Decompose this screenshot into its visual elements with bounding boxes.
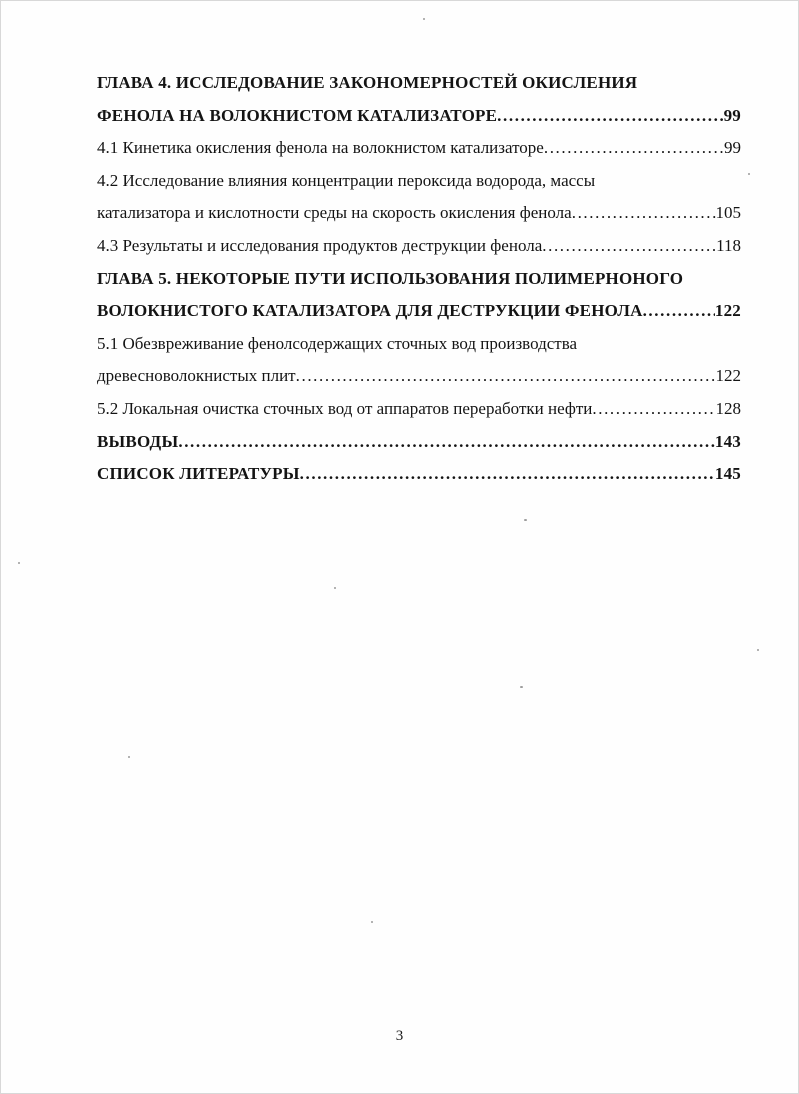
dot-leader — [178, 426, 715, 459]
toc-entry-title: ВЫВОДЫ — [97, 431, 179, 451]
scan-speck — [423, 18, 425, 20]
scan-speck — [757, 649, 759, 651]
dot-leader — [643, 295, 715, 328]
toc-entry — [97, 132, 741, 165]
toc-entry-line: ГЛАВА 5. НЕКОТОРЫЕ ПУТИ ИСПОЛЬЗОВАНИЯ ПОЛИМЕРНОНОГО — [97, 268, 684, 288]
toc-entry-lastline — [97, 230, 741, 263]
toc-entry-page-number: 99 — [724, 138, 741, 158]
toc-entry — [97, 328, 741, 393]
toc-entry — [97, 263, 741, 328]
toc-entry — [97, 458, 741, 491]
toc-entry-lastline — [97, 197, 741, 230]
toc-entry-title: древесноволокнистых плит — [97, 366, 296, 386]
toc-entry-lastline — [97, 458, 741, 491]
toc-entry-lastline — [97, 100, 741, 133]
toc-entry-page-number: 128 — [715, 398, 741, 418]
toc-entry — [97, 230, 741, 263]
toc-entry-page-number: 145 — [714, 464, 741, 484]
scan-speck — [128, 756, 130, 758]
dot-leader — [544, 132, 724, 165]
toc-entry-title: катализатора и кислотности среды на скорость окисления фенола — [97, 203, 572, 223]
footer-page-number: 3 — [395, 1028, 404, 1044]
toc-entry-title: ВОЛОКНИСТОГО КАТАЛИЗАТОРА ДЛЯ ДЕСТРУКЦИИ ФЕНОЛА — [97, 301, 643, 321]
toc-entry-lastline — [97, 393, 741, 426]
toc-entry-title: 4.1 Кинетика окисления фенола на волокнистом катализаторе — [97, 138, 544, 158]
toc-entry-lastline — [97, 360, 741, 393]
toc-entry-line: ГЛАВА 4. ИССЛЕДОВАНИЕ ЗАКОНОМЕРНОСТЕЙ ОКИСЛЕНИЯ — [97, 73, 638, 92]
toc-entry-line: 5.1 Обезвреживание фенолсодержащих сточных вод производства — [97, 333, 578, 353]
toc-entry-title: 5.2 Локальная очистка сточных вод от аппаратов переработки нефти — [97, 398, 593, 418]
scan-speck — [748, 173, 750, 175]
dot-leader — [592, 393, 715, 426]
scan-speck — [520, 686, 523, 688]
toc-entry-title: ФЕНОЛА НА ВОЛОКНИСТОМ КАТАЛИЗАТОРЕ — [97, 105, 498, 125]
dot-leader — [296, 360, 716, 393]
scan-speck — [18, 562, 20, 564]
toc-entry — [97, 393, 741, 426]
toc-entry-lastline — [97, 426, 741, 459]
toc-entry-line: 4.2 Исследование влияния концентрации пероксида водорода, массы — [97, 170, 596, 190]
toc — [97, 67, 741, 491]
toc-entry-title: 4.3 Результаты и исследования продуктов деструкции фенола — [97, 235, 543, 255]
toc-entry-lastline — [97, 295, 741, 328]
toc-entry — [97, 165, 741, 230]
toc-entry-page-number: 99 — [723, 105, 741, 125]
scan-speck — [334, 587, 336, 589]
toc-entry — [97, 67, 741, 132]
dot-leader — [497, 100, 723, 133]
dot-leader — [572, 197, 716, 230]
toc-entry-page-number: 118 — [716, 235, 741, 255]
scan-speck — [371, 921, 373, 923]
toc-entry-lastline — [97, 132, 741, 165]
toc-entry-page-number: 122 — [715, 366, 741, 386]
toc-entry — [97, 426, 741, 459]
toc-entry-title: СПИСОК ЛИТЕРАТУРЫ — [97, 464, 300, 484]
dot-leader — [542, 230, 716, 263]
toc-entry-page-number: 143 — [714, 431, 741, 451]
toc-entry-page-number: 105 — [715, 203, 741, 223]
scan-speck — [524, 519, 527, 521]
dot-leader — [300, 458, 715, 491]
toc-entry-page-number: 122 — [714, 301, 741, 321]
